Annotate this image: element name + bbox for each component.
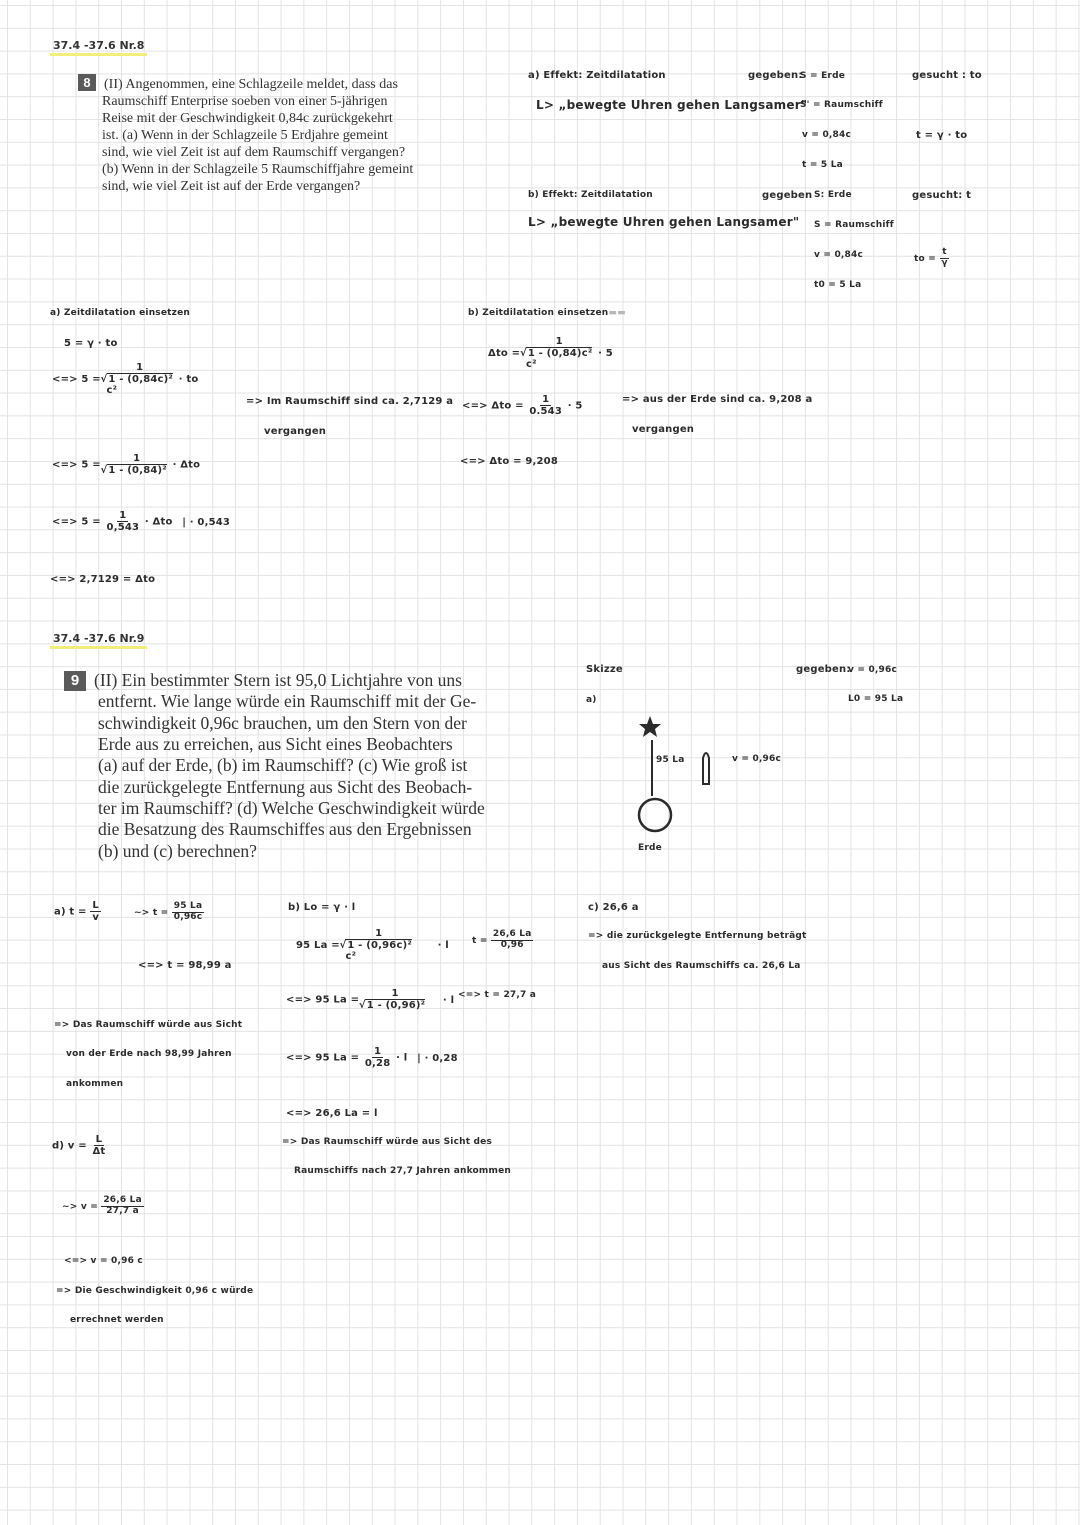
problem-8-line: sind, wie viel Zeit ist auf der Erde vergangen? xyxy=(102,179,361,195)
p8-given-a-1: S = Erde xyxy=(800,71,846,81)
sketch-earth-label: Erde xyxy=(638,843,662,853)
p8-given-label-a: gegeben: xyxy=(748,70,803,81)
p9-sol-a-line3: <=> t = 98,99 a xyxy=(138,960,232,971)
p8-given-a-2: S' = Raumschiff xyxy=(800,100,883,110)
p8-sol-b-title: b) Zeitdilatation einsetzen▬▬ xyxy=(468,308,626,318)
p9-sol-b-line1: b) Lo = γ · l xyxy=(288,902,356,913)
p9-sol-b-line2: 95 La = 1 √ 1 - (0,96c)² c² · l xyxy=(296,928,449,962)
p8-sought-a: gesucht : to xyxy=(912,70,982,81)
problem-9-line: Erde aus zu erreichen, aus Sicht eines Beobachters xyxy=(98,734,453,755)
problem-9-line: ter im Raumschiff? (d) Welche Geschwindigkeit würde xyxy=(98,798,485,819)
sketch-part: a) xyxy=(586,695,597,705)
p9-given-2: L0 = 95 La xyxy=(848,694,904,704)
p8-sol-b-result-2: vergangen xyxy=(632,424,695,435)
p8-sought-b: gesucht: t xyxy=(912,190,972,201)
p8-sol-a-line3: <=> 5 = 1 √ 1 - (0,84)² · Δto xyxy=(52,453,200,476)
p9-sol-b-side1: t = $\frac{26,6 La}{0,96}$ xyxy=(472,929,532,950)
sketch-title: Skizze xyxy=(586,664,623,675)
problem-8-line: Raumschiff Enterprise soeben von einer 5-jährigen xyxy=(102,94,388,110)
p8-sol-b-line1: Δto = 1 √ 1 - (0,84)c² c² · 5 xyxy=(488,336,613,370)
p8-sol-b-result-1: => aus der Erde sind ca. 9,208 a xyxy=(622,394,813,405)
problem-9-line: 9 (II) Ein bestimmter Stern ist 95,0 Lichtjahre von uns xyxy=(64,670,539,691)
problem-8-line: 8 (II) Angenommen, eine Schlagzeile meldet, dass das xyxy=(78,74,470,93)
p8-given-label-b: gegeben xyxy=(762,190,813,201)
problem-9-line: entfernt. Wie lange würde ein Raumschiff mit der Ge- xyxy=(98,691,477,712)
p9-given-1: v = 0,96c xyxy=(848,665,898,675)
p9-sol-b-line4: <=> 95 La = $\frac{1}{0,28}$ · l | · 0,28 xyxy=(286,1046,458,1069)
p9-sol-b-line5: <=> 26,6 La = l xyxy=(286,1108,378,1119)
p8-sol-a-result-2: vergangen xyxy=(264,426,327,437)
p9-sol-b-side2: <=> t = 27,7 a xyxy=(458,990,537,1000)
sketch-velocity: v = 0,96c xyxy=(732,754,782,764)
p8-sol-a-line4: <=> 5 = $\frac{1}{0,543}$ · Δto | · 0,543 xyxy=(52,510,231,533)
p8-note-b-arrow: L> „bewegte Uhren gehen Langsamer" xyxy=(528,215,800,229)
problem-8-line: (b) Wenn in der Schlagzeile 5 Raumschiffjahre gemeint xyxy=(102,162,414,178)
p8-sol-a-result-1: => Im Raumschiff sind ca. 2,7129 a xyxy=(246,396,454,407)
p9-sol-b-line3: <=> 95 La = 1 √ 1 - (0,96)² · l xyxy=(286,988,454,1011)
problem-9-number-badge: 9 xyxy=(64,671,86,691)
problem-8-line: Reise mit der Geschwindigkeit 0,84c zurückgekehrt xyxy=(102,111,393,127)
sketch-distance: 95 La xyxy=(656,755,685,765)
p9-sol-c-result-1: => die zurückgelegte Entfernung beträgt xyxy=(588,931,807,941)
problem-9-line: (b) und (c) berechnen? xyxy=(98,840,257,861)
p9-sol-d-line2: ~> v = $\frac{26,6 La}{27,7 a}$ xyxy=(62,1195,142,1216)
p8-formula-b: to = $\frac{t}{\gamma}$ xyxy=(914,247,948,268)
problem-8-number-badge: 8 xyxy=(78,74,96,91)
p9-sol-d-result-1: => Die Geschwindigkeit 0,96 c würde xyxy=(56,1286,254,1296)
p9-sol-a-result-1: => Das Raumschiff würde aus Sicht xyxy=(54,1020,243,1030)
p8-sol-b-line3: <=> Δto = 9,208 xyxy=(460,456,558,467)
p8-sol-a-title: a) Zeitdilatation einsetzen xyxy=(50,308,191,318)
p9-sol-b-result-2: Raumschiffs nach 27,7 Jahren ankommen xyxy=(294,1166,511,1176)
p9-sol-c-result-2: aus Sicht des Raumschiffs ca. 26,6 La xyxy=(602,961,801,971)
p8-given-b-1: S: Erde xyxy=(814,190,852,200)
problem-8-line: ist. (a) Wenn in der Schlagzeile 5 Erdjahre gemeint xyxy=(102,128,388,144)
p8-given-a-4: t = 5 La xyxy=(802,160,843,170)
p8-sol-a-line2: <=> 5 = 1 √ 1 - (0,84c)² c² · to xyxy=(52,362,198,396)
problem-9-line: die zurückgelegte Entfernung aus Sicht des Beobach- xyxy=(98,776,473,797)
problem-9-line: (a) auf der Erde, (b) im Raumschiff? (c) Wie groß ist xyxy=(98,755,468,776)
p8-given-a-3: v = 0,84c xyxy=(802,130,852,140)
problem-8-line: sind, wie viel Zeit ist auf dem Raumschiff vergangen? xyxy=(102,145,406,161)
p9-sol-a-result-3: ankommen xyxy=(66,1079,124,1089)
rocket-icon xyxy=(703,753,709,784)
sketch-diagram xyxy=(600,700,780,860)
p9-sol-b-result-1: => Das Raumschiff würde aus Sicht des xyxy=(282,1137,493,1147)
problem-8-statement xyxy=(78,74,470,196)
star-icon xyxy=(639,716,661,737)
problem-9-statement xyxy=(64,670,539,862)
p8-note-a-arrow: L> „bewegte Uhren gehen Langsamer" xyxy=(536,98,808,112)
p9-sol-a-line2: ~> t = $\frac{95 La}{0,96c}$ xyxy=(134,901,203,922)
p9-given-label: gegeben: xyxy=(796,664,851,675)
p8-sol-a-line5: <=> 2,7129 = Δto xyxy=(50,574,156,585)
p9-sol-d-result-2: errechnet werden xyxy=(70,1315,164,1325)
problem-9-reference: 37.4 -37.6 Nr.9 xyxy=(50,631,147,649)
p8-note-b-title: b) Effekt: Zeitdilatation xyxy=(528,190,653,200)
p9-sol-a-result-2: von der Erde nach 98,99 Jahren xyxy=(66,1049,232,1059)
p9-sol-d-line1: d) v = $\frac{L}{\Delta t}$ xyxy=(52,1134,106,1157)
earth-icon xyxy=(639,799,671,831)
p8-note-a-title: a) Effekt: Zeitdilatation xyxy=(528,70,666,81)
problem-9-line: die Besatzung des Raumschiffes aus den Ergebnissen xyxy=(98,819,472,840)
problem-8-reference: 37.4 -37.6 Nr.8 xyxy=(50,38,147,56)
p9-sol-a-line1: a) t = $\frac{L}{v}$ xyxy=(54,900,100,923)
p8-given-b-4: t0 = 5 La xyxy=(814,280,862,290)
p8-given-b-2: S = Raumschiff xyxy=(814,220,894,230)
p9-sol-d-line3: <=> v = 0,96 c xyxy=(64,1256,143,1266)
p9-sol-c-line1: c) 26,6 a xyxy=(588,902,639,913)
problem-9-line: schwindigkeit 0,96c brauchen, um den Stern von der xyxy=(98,712,467,733)
p8-sol-a-line1: 5 = γ · to xyxy=(64,338,118,349)
p8-formula-a: t = γ · to xyxy=(916,130,968,141)
p8-given-b-3: v = 0,84c xyxy=(814,250,864,260)
p8-sol-b-line2: <=> Δto = $\frac{1}{0.543}$ · 5 xyxy=(462,394,583,417)
